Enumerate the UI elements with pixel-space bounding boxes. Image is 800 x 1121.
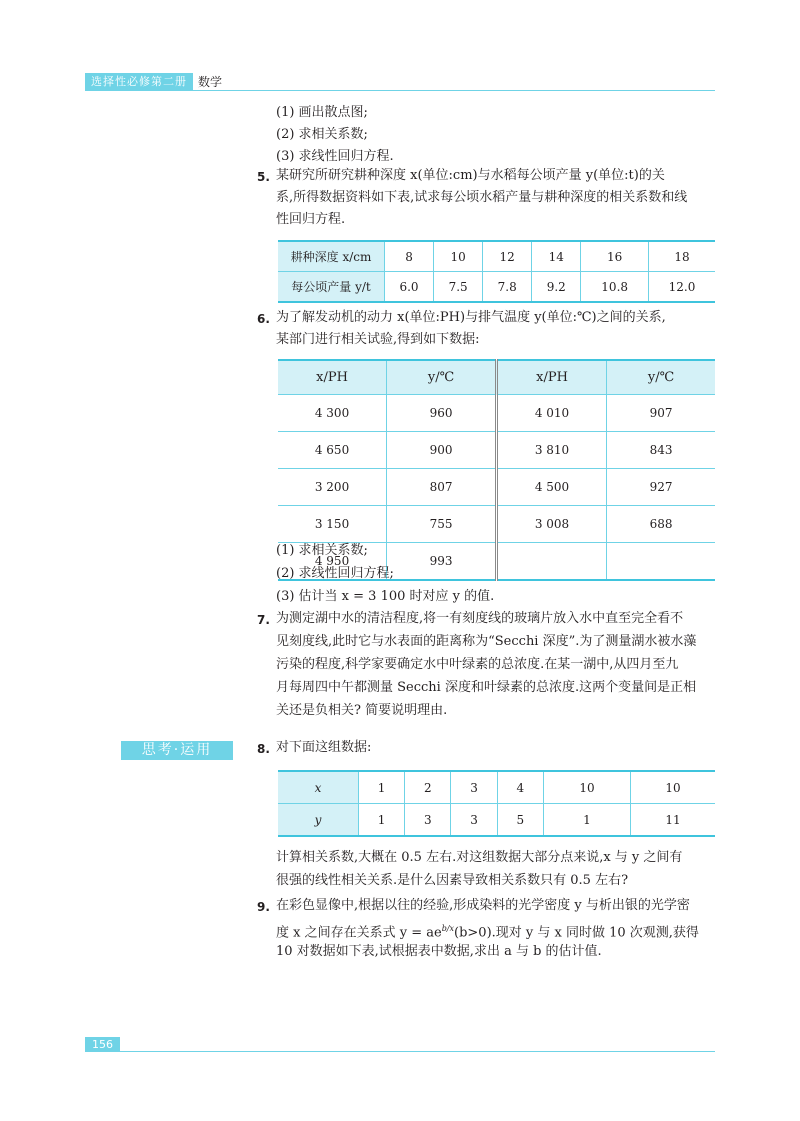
- prev-item-1: (1) 画出散点图;: [276, 105, 368, 120]
- table-cell: 10.8: [581, 272, 649, 303]
- running-header: [85, 73, 222, 90]
- table-row: [278, 804, 715, 837]
- column-header: x/PH: [278, 360, 387, 395]
- exponent-fraction: b/x: [441, 924, 455, 933]
- problem-8-after-2: 很强的线性相关关系.是什么因素导致相关系数只有 0.5 左右?: [276, 873, 629, 888]
- table-cell: 3 810: [496, 432, 606, 469]
- table-cell: 1: [359, 804, 405, 837]
- problem-7-line-1: 为测定湖中水的清洁程度,将一有刻度线的玻璃片放入水中直至完全看不: [276, 611, 684, 626]
- prev-item-2: (2) 求相关系数;: [276, 127, 368, 142]
- problem-9-line-3: 10 对数据如下表,试根据表中数据,求出 a 与 b 的估计值.: [276, 944, 602, 959]
- section-label-think-apply: 思考·运用: [121, 741, 233, 760]
- table-cell: 16: [581, 241, 649, 272]
- table-cell: 3: [405, 804, 451, 837]
- book-tag: 选择性必修第二册: [85, 73, 193, 90]
- table-cell: 4: [497, 771, 543, 804]
- table-cell: 4 500: [496, 469, 606, 506]
- table-cell: 11: [631, 804, 715, 837]
- column-header: y/℃: [607, 360, 715, 395]
- table-cell: 1: [543, 804, 630, 837]
- table-cell: 5: [497, 804, 543, 837]
- table-cell: 4 650: [278, 432, 387, 469]
- problem-9-line-2: [276, 921, 699, 941]
- table-cell: 843: [607, 432, 715, 469]
- prev-item-3: (3) 求线性回归方程.: [276, 149, 394, 164]
- table-cell: 4 010: [496, 395, 606, 432]
- footer-rule: [85, 1051, 715, 1052]
- problem-9-line-1: 在彩色显像中,根据以往的经验,形成染料的光学密度 y 与析出银的光学密: [276, 898, 690, 913]
- table-cell: 907: [607, 395, 715, 432]
- problem-6-line-2: 某部门进行相关试验,得到如下数据:: [276, 332, 480, 347]
- table-cell: 900: [387, 432, 497, 469]
- table-cell: 3 008: [496, 506, 606, 543]
- table-cell: 3 150: [278, 506, 387, 543]
- subject-label: 数学: [198, 75, 223, 89]
- problem-9-number: 9.: [257, 900, 270, 914]
- problem-6-item-1: (1) 求相关系数;: [276, 543, 368, 558]
- table-row: [278, 395, 715, 432]
- problem-5-number: 5.: [257, 170, 270, 184]
- xy-data-table: [278, 770, 715, 837]
- problem-7-line-2: 见刻度线,此时它与水表面的距离称为“Secchi 深度”.为了测量湖水被水藻: [276, 634, 697, 649]
- table-row: [278, 272, 715, 303]
- problem-7-line-3: 污染的程度,科学家要确定水中叶绿素的总浓度.在某一湖中,从四月至九: [276, 657, 679, 672]
- table-cell: 14: [532, 241, 581, 272]
- table-cell: 927: [607, 469, 715, 506]
- table-cell: 7.5: [434, 272, 483, 303]
- table-cell: 18: [649, 241, 716, 272]
- table-cell: [496, 543, 606, 581]
- table-cell: 12: [483, 241, 532, 272]
- table-cell: 10: [434, 241, 483, 272]
- problem-6-item-3: (3) 估计当 x = 3 100 时对应 y 的值.: [276, 589, 495, 604]
- problem-7-number: 7.: [257, 613, 270, 627]
- row-header-depth: 耕种深度 x/cm: [278, 241, 385, 272]
- table-row: [278, 241, 715, 272]
- table-cell: 3: [451, 771, 497, 804]
- table-row: [278, 469, 715, 506]
- problem-8-after-1: 计算相关系数,大概在 0.5 左右.对这组数据大部分点来说,x 与 y 之间有: [276, 850, 683, 865]
- table-cell: 807: [387, 469, 497, 506]
- problem-5-line-3: 性回归方程.: [276, 212, 346, 227]
- table-cell: 10: [631, 771, 715, 804]
- problem-6-item-2: (2) 求线性回归方程;: [276, 566, 394, 581]
- problem-5-line-1: 某研究所研究耕种深度 x(单位:cm)与水稻每公顷产量 y(单位:t)的关: [276, 168, 665, 183]
- table-cell: 4 300: [278, 395, 387, 432]
- table-cell: 960: [387, 395, 497, 432]
- problem-5-line-2: 系,所得数据资料如下表,试求每公顷水稻产量与耕种深度的相关系数和线: [276, 190, 688, 205]
- table-cell: 688: [607, 506, 715, 543]
- column-header: y/℃: [387, 360, 497, 395]
- table-cell: 7.8: [483, 272, 532, 303]
- header-rule: [85, 90, 715, 91]
- table-cell: 2: [405, 771, 451, 804]
- problem-9-line-2-start: 度 x 之间存在关系式 y = ae: [276, 925, 442, 941]
- problem-7-line-5: 关还是负相关? 简要说明理由.: [276, 703, 448, 718]
- depth-yield-table: [278, 240, 715, 303]
- problem-8-number: 8.: [257, 742, 270, 756]
- table-header-row: [278, 360, 715, 395]
- row-header-x: x: [278, 771, 359, 804]
- table-cell: 3 200: [278, 469, 387, 506]
- row-header-yield: 每公顷产量 y/t: [278, 272, 385, 303]
- table-cell: 9.2: [532, 272, 581, 303]
- table-cell: 4 950: [278, 543, 387, 581]
- problem-7-line-4: 月每周四中午都测量 Secchi 深度和叶绿素的总浓度.这两个变量间是正相: [276, 680, 697, 695]
- table-cell: 755: [387, 506, 497, 543]
- problem-6-line-1: 为了解发动机的动力 x(单位:PH)与排气温度 y(单位:℃)之间的关系,: [276, 310, 666, 325]
- table-cell: 993: [387, 543, 497, 581]
- page-number: 156: [85, 1037, 120, 1052]
- table-cell: 1: [359, 771, 405, 804]
- problem-8-line-1: 对下面这组数据:: [276, 740, 372, 755]
- table-cell: 10: [543, 771, 630, 804]
- problem-6-number: 6.: [257, 312, 270, 326]
- table-cell: 12.0: [649, 272, 716, 303]
- table-row: [278, 432, 715, 469]
- column-header: x/PH: [496, 360, 606, 395]
- table-cell: 6.0: [385, 272, 434, 303]
- table-row: [278, 506, 715, 543]
- table-cell: 8: [385, 241, 434, 272]
- table-cell: 3: [451, 804, 497, 837]
- problem-9-line-2-end: (b>0).现对 y 与 x 同时做 10 次观测,获得: [454, 925, 699, 941]
- table-cell: [607, 543, 715, 581]
- table-row: [278, 771, 715, 804]
- row-header-y: y: [278, 804, 359, 837]
